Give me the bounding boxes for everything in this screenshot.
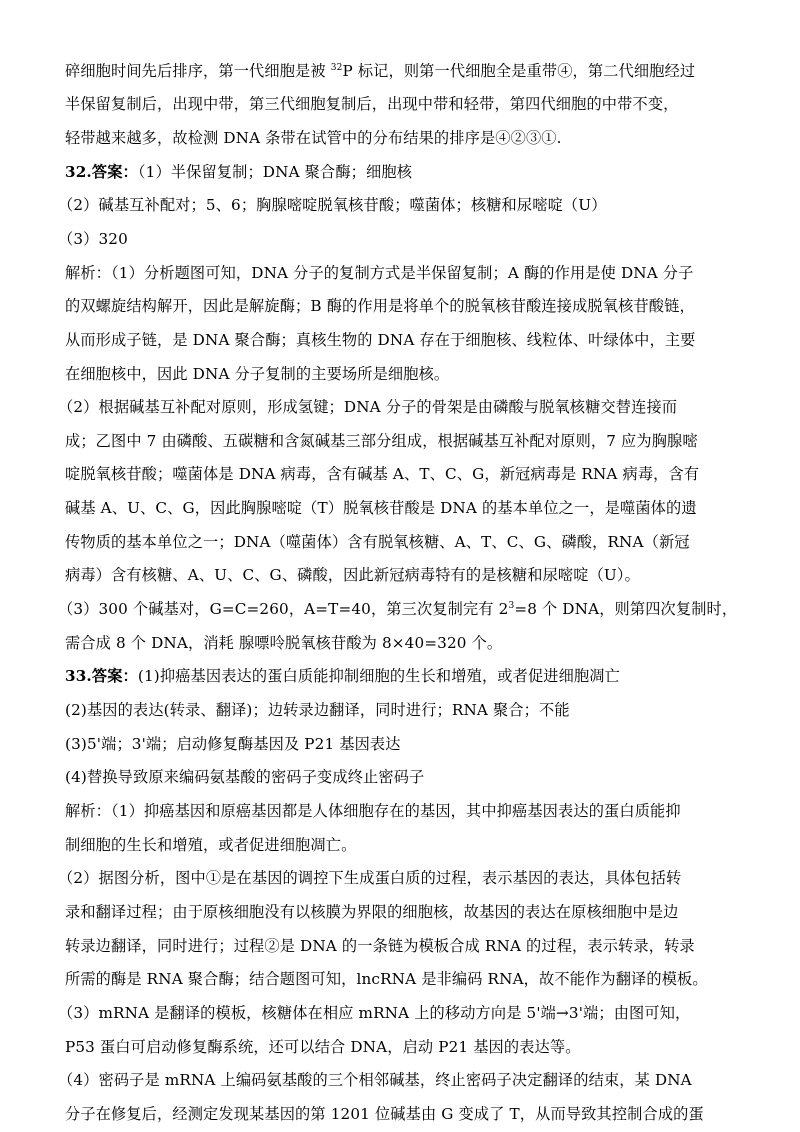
text-line-2: 半保留复制后，出现中带，第三代细胞复制后，出现中带和轻带，第四代细胞的中带不变， [65, 95, 679, 113]
text-line-17 [58, 598, 738, 620]
answer-label: 33.答案： [65, 667, 138, 685]
answer-32-line [65, 161, 745, 183]
text-line-7: 解析：（1）分析题图可知，DNA 分子的复制方式是半保留复制；A 酶的作用是使 DNA 分子 [65, 264, 694, 282]
text-line-30: P53 蛋白可启动修复酶系统，还可以结合 DNA，启动 P21 基因的表达等。 [65, 1038, 581, 1056]
text-line-29: （3）mRNA 是翻译的模板，核糖体在相应 mRNA 上的移动方向是 5'端→3'端；由图可知， [58, 1004, 691, 1022]
superscript: 32 [330, 63, 343, 73]
text-line-6: （3）320 [58, 230, 128, 248]
text-segment: 碎细胞时间先后排序，第一代细胞是被 [65, 62, 331, 80]
text-segment: (1)抑癌基因表达的蛋白质能抑制细胞的生长和增殖，或者促进细胞凋亡 [137, 667, 620, 685]
text-line-13: 啶脱氧核苷酸；噬菌体是 DNA 病毒，含有碱基 A、T、C、G，新冠病毒是 RNA 病毒，含有 [65, 465, 700, 483]
text-line-27: 转录边翻译，同时进行；过程②是 DNA 的一条链为模板合成 RNA 的过程，表示转录，转录 [65, 937, 695, 955]
text-segment: （3）300 个碱基对，G=C=260，A=T=40，第三次复制完有 2 [58, 600, 509, 618]
text-line-25: （2）据图分析，图中①是在基因的调控下生成蛋白质的过程，表示基因的表达，具体包括转 [58, 869, 682, 887]
text-line-32: 分子在修复后，经测定发现某基因的第 1201 位碱基由 G 变成了 T，从而导致其控制合成的蛋 [65, 1105, 704, 1123]
text-line-3: 轻带越来越多，故检测 DNA 条带在试管中的分布结果的排序是④②③①. [65, 129, 562, 147]
text-line-31: （4）密码子是 mRNA 上编码氨基酸的三个相邻碱基，终止密码子决定翻译的结束，某 DNA [58, 1071, 692, 1089]
text-line-5: （2）碱基互补配对；5、6；胸腺嘧啶脱氧核苷酸；噬菌体；核糖和尿嘧啶（U） [58, 196, 607, 214]
text-line-21: (3)5'端；3'端；启动修复酶基因及 P21 基因表达 [65, 735, 401, 753]
text-line-10: 在细胞核中，因此 DNA 分子复制的主要场所是细胞核。 [65, 365, 450, 383]
text-line-15: 传物质的基本单位之一；DNA（噬菌体）含有脱氧核糖、A、T、C、G、磷酸，RNA（新冠 [65, 533, 690, 551]
text-segment: （1）半保留复制；DNA 聚合酶；细胞核 [137, 163, 413, 181]
answer-label: 32.答案： [65, 163, 138, 181]
text-line-16: 病毒）含有核糖、A、U、C、G、磷酸，因此新冠病毒特有的是核糖和尿嘧啶（U）。 [65, 566, 640, 584]
text-line-9: 从而形成子链，是 DNA 聚合酶；真核生物的 DNA 存在于细胞核、线粒体、叶绿体中，主要 [65, 331, 696, 349]
text-line-24: 制细胞的生长和增殖，或者促进细胞凋亡。 [65, 836, 357, 854]
text-line-14: 碱基 A、U、C、G，因此胸腺嘧啶（T）脱氧核苷酸是 DNA 的基本单位之一，是噬菌体的遗 [65, 499, 697, 517]
text-line-28: 所需的酶是 RNA 聚合酶；结合题图可知，lncRNA 是非编码 RNA，故不能作为翻译的模板。 [65, 970, 708, 988]
text-line-22: (4)替换导致原来编码氨基酸的密码子变成终止密码子 [65, 768, 425, 786]
text-line-26: 录和翻译过程；由于原核细胞没有以核膜为界限的细胞核，故基因的表达在原核细胞中是边 [65, 903, 679, 921]
text-line-11: （2）根据碱基互补配对原则，形成氢键；DNA 分子的骨架是由磷酸与脱氧核糖交替连接而 [58, 398, 678, 416]
text-line-18: 需合成 8 个 DNA，消耗 腺嘌呤脱氧核苷酸为 8×40=320 个。 [65, 634, 503, 652]
text-line-1 [65, 60, 745, 82]
text-segment: P 标记，则第一代细胞全是重带④，第二代细胞经过 [342, 62, 696, 80]
text-line-23: 解析：（1）抑癌基因和原癌基因都是人体细胞存在的基因，其中抑癌基因表达的蛋白质能抑 [65, 802, 681, 820]
text-line-12: 成；乙图中 7 由磷酸、五碳糖和含氮碱基三部分组成，根据碱基互补配对原则，7 应为胸腺嘧 [65, 432, 698, 450]
superscript: 3 [508, 601, 515, 611]
text-line-8: 的双螺旋结构解开，因此是解旋酶；B 酶的作用是将单个的脱氧核苷酸连接成脱氧核苷酸链， [65, 297, 695, 315]
text-line-20: (2)基因的表达(转录、翻译)；边转录边翻译，同时进行；RNA 聚合；不能 [65, 701, 570, 719]
text-segment: =8 个 DNA，则第四次复制时， [514, 600, 738, 618]
answer-33-line [65, 665, 745, 687]
